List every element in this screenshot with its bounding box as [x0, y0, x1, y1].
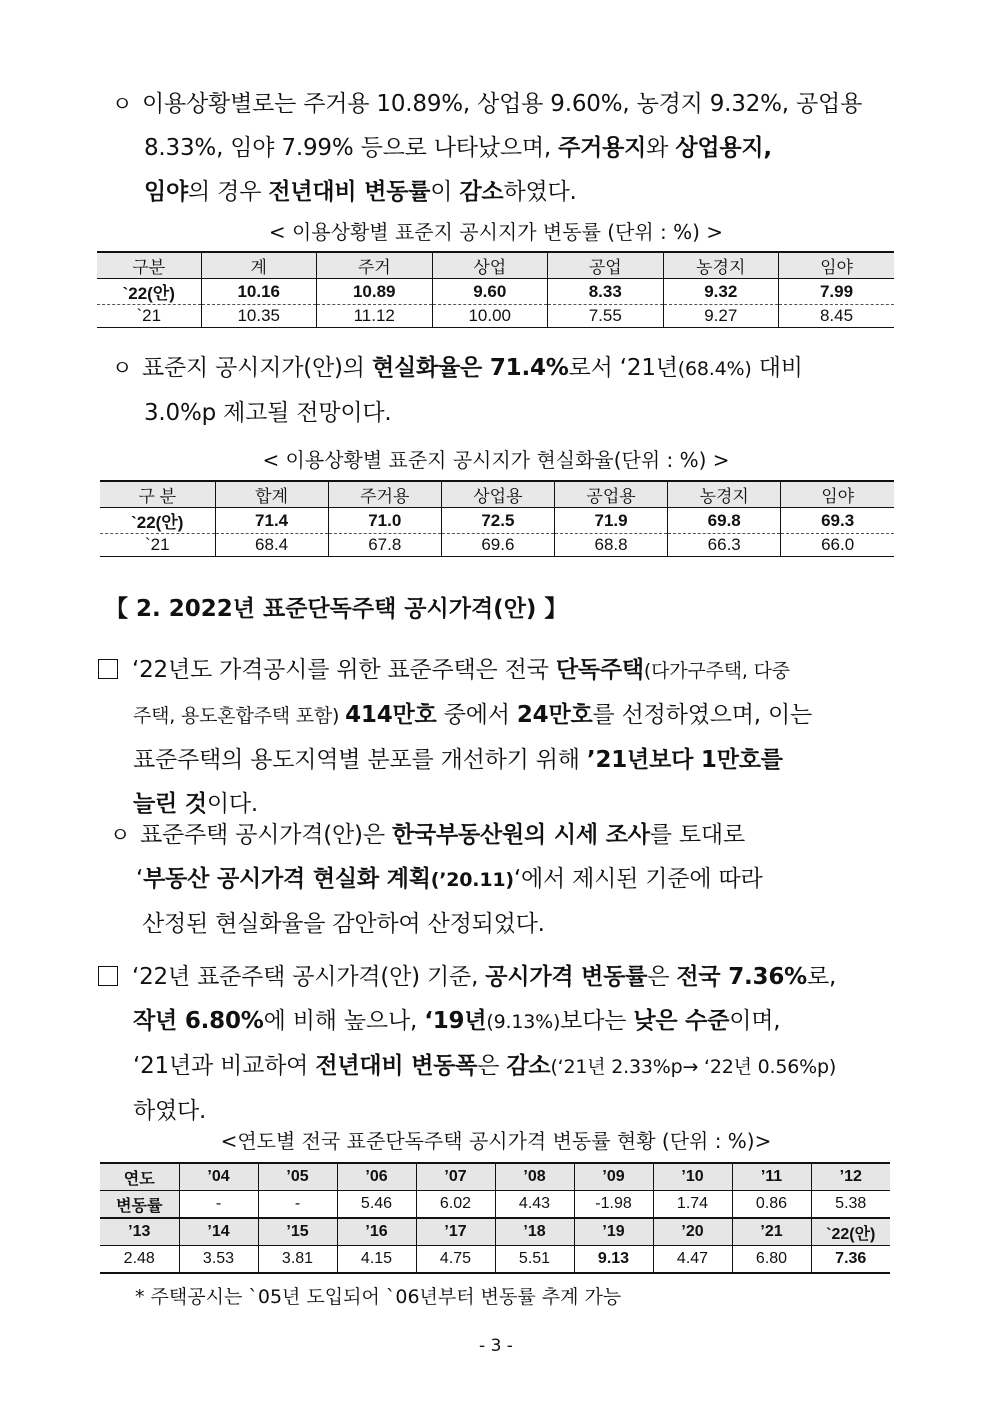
table-row: `22(안) 10.16 10.89 9.60 8.33 9.32 7.99: [97, 279, 894, 305]
table-row: `21 68.4 67.8 69.6 68.8 66.3 66.0: [100, 534, 894, 557]
table2-caption: < 이용상황별 표준지 공시지가 현실화율(단위 : %) >: [262, 448, 730, 472]
table-row: `21 10.35 11.12 10.00 7.55 9.27 8.45: [97, 305, 894, 328]
paragraph-standard-housing: ‘22년도 가격공시를 위한 표준주택은 전국 단독주택(다가구주택, 다중 주택, 용도혼합주택 포함) 414만호 중에서 24만호를 선정하였으며, 이는 표준주택의 용도지역별 분포를 개선하기 위해 ’21년보다 1만호를 늘린 것이다.: [98, 648, 898, 826]
table-header-row: 구 분 합계 주거용 상업용 공업용 농경지 임야: [100, 481, 894, 508]
table1-caption: < 이용상황별 표준지 공시지가 변동률 (단위 : %) >: [268, 220, 724, 244]
paragraph-price-basis: ㅇ 표준주택 공시가격(안)은 한국부동산원의 시세 조사를 토대로 ‘부동산 공시가격 현실화 계획(’20.11)‘에서 제시된 기준에 따라 산정된 현실화율을 감안하여 산정되었다.: [110, 813, 900, 946]
table-row: 변동률 - - 5.46 6.02 4.43 -1.98 1.74 0.86 5.38: [100, 1191, 890, 1219]
table-realization-rate-by-use: [100, 480, 894, 557]
bullet-circle: ㅇ: [112, 92, 133, 116]
bullet-circle: ㅇ: [110, 823, 131, 847]
square-bullet-icon: [98, 966, 118, 986]
table3-caption: <연도별 전국 표준단독주택 공시가격 변동률 현황 (단위 : %)>: [220, 1129, 772, 1153]
table-header-row: 구분 계 주거 상업 공업 농경지 임야: [97, 252, 894, 279]
paragraph-price-change: ‘22년 표준주택 공시가격(안) 기준, 공시가격 변동률은 전국 7.36%로, 작년 6.80%에 비해 높으나, ‘19년(9.13%)보다는 낮은 수준이며, ‘21년과 비교하여 전년대비 변동폭은 감소(‘21년 2.33%p→ ‘22년 0.56%p) 하였다.: [98, 955, 898, 1133]
bullet-circle: ㅇ: [112, 356, 133, 380]
paragraph-land-use-change: ㅇ 이용상황별로는 주거용 10.89%, 상업용 9.60%, 농경지 9.32%, 공업용 8.33%, 임야 7.99% 등으로 나타났으며, 주거용지와 상업용지, 임야의 경우 전년대비 변동률이 감소하였다.: [112, 82, 912, 214]
table-header-row: ’13 ’14 ’15 ’16 ’17 ’18 ’19 ’20 ’21 `22(안): [100, 1218, 890, 1246]
footnote: * 주택공시는 `05년 도입되어 `06년부터 변동률 추계 가능: [135, 1286, 622, 1308]
paragraph-realization-rate: ㅇ 표준지 공시지가(안)의 현실화율은 71.4%로서 ‘21년(68.4%) 대비 3.0%p 제고될 전망이다.: [112, 346, 912, 435]
table-change-rate-by-use: [97, 251, 894, 328]
table-header-row: 연도 ’04 ’05 ’06 ’07 ’08 ’09 ’10 ’11 ’12: [100, 1163, 890, 1191]
page-number: - 3 -: [479, 1336, 513, 1356]
table-row: 2.48 3.53 3.81 4.15 4.75 5.51 9.13 4.47 6.80 7.36: [100, 1246, 890, 1274]
table-yearly-change-rate: [100, 1162, 890, 1274]
table-row: `22(안) 71.4 71.0 72.5 71.9 69.8 69.3: [100, 508, 894, 534]
section-title: 【 2. 2022년 표준단독주택 공시가격(안) 】: [105, 596, 568, 622]
square-bullet-icon: [98, 659, 118, 679]
